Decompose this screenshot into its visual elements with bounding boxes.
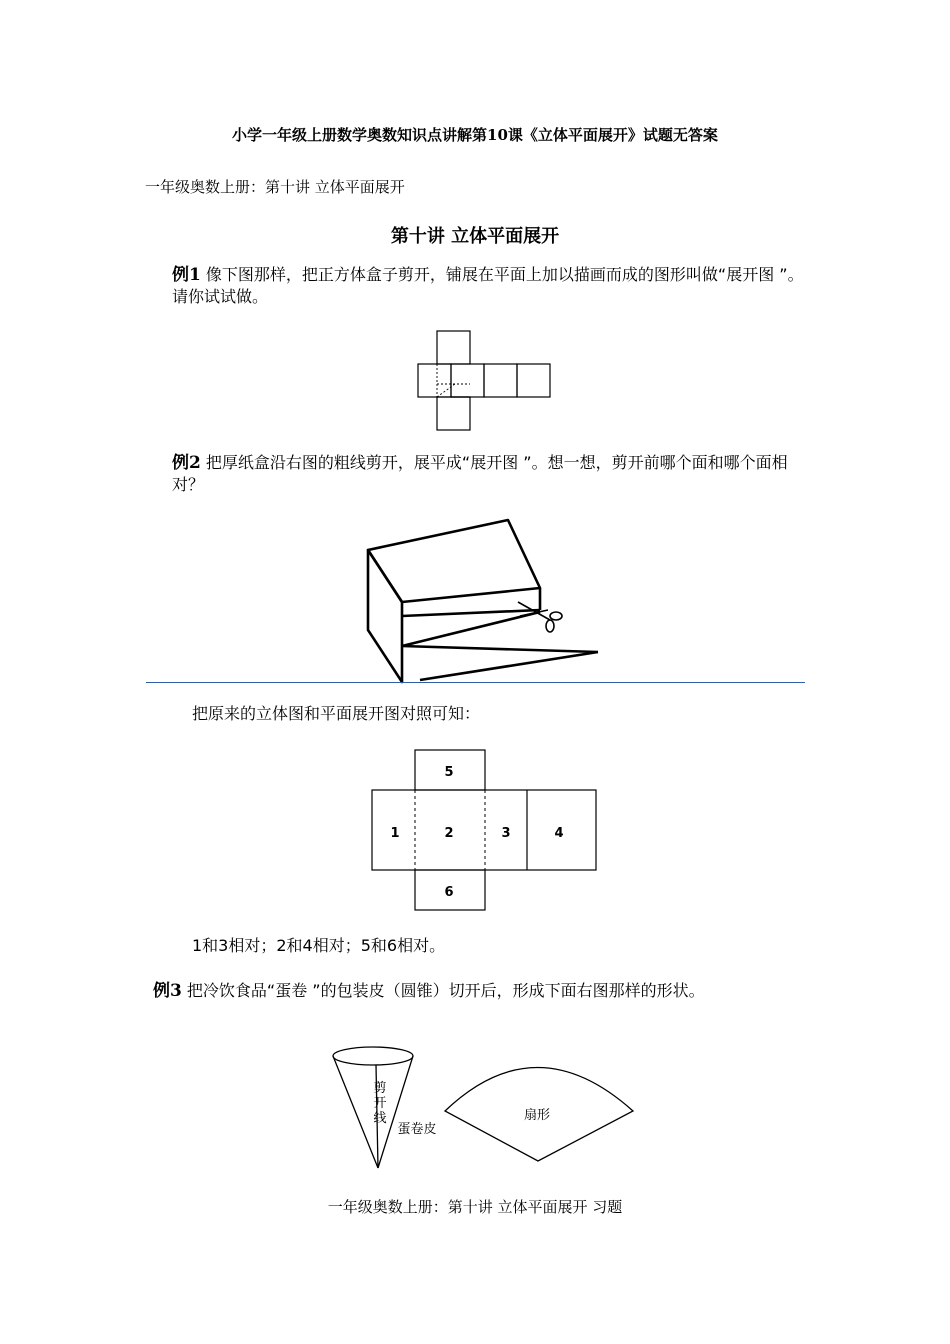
wrapper-label: 蛋卷皮 [397, 1122, 437, 1137]
cone-figure [326, 1044, 446, 1172]
numbered-net-figure [370, 748, 600, 913]
exercise-header: 一年级奥数上册：第十讲 立体平面展开 习题 [327, 1198, 623, 1216]
section-divider [146, 682, 805, 683]
document-title: 小学一年级上册数学奥数知识点讲解第10课《立体平面展开》试题无答案 [232, 126, 718, 144]
cube-net-figure [410, 326, 560, 434]
box-figure [360, 512, 610, 684]
section-header: 一年级奥数上册：第十讲 立体平面展开 [145, 178, 405, 196]
sector-label: 扇形 [523, 1108, 551, 1123]
comparison-text: 把原来的立体图和平面展开图对照可知： [192, 704, 481, 723]
net-face-4: 4 [554, 826, 564, 841]
sector-figure [440, 1052, 640, 1164]
net-face-3: 3 [501, 826, 511, 841]
example-2 [172, 452, 812, 496]
cut-line-label-3: 线 [373, 1111, 387, 1126]
example-1-text: 像下图那样，把正方体盒子剪开，铺展在平面上加以描画而成的图形叫做“展开图 ”。请你试试做。 [172, 265, 804, 306]
example-3 [153, 980, 813, 1002]
opposite-pairs-text: 1和3相对；2和4相对；5和6相对。 [192, 936, 446, 955]
net-face-1: 1 [390, 826, 400, 841]
example-2-label: 例2 [172, 453, 201, 473]
lecture-title: 第十讲 立体平面展开 [390, 226, 560, 247]
example-1 [172, 264, 812, 308]
cut-line-label-2: 开 [373, 1096, 387, 1111]
net-face-2: 2 [444, 826, 454, 841]
example-3-text: 把冷饮食品“蛋卷 ”的包装皮（圆锥）切开后，形成下面右图那样的形状。 [181, 981, 705, 1000]
net-face-6: 6 [444, 885, 454, 900]
cut-line-label-1: 剪 [373, 1081, 387, 1096]
example-1-label: 例1 [172, 265, 201, 285]
example-3-label: 例3 [153, 981, 182, 1001]
example-2-text: 把厚纸盒沿右图的粗线剪开，展平成“展开图 ”。想一想，剪开前哪个面和哪个面相对？ [172, 453, 788, 494]
net-face-5: 5 [444, 765, 454, 780]
